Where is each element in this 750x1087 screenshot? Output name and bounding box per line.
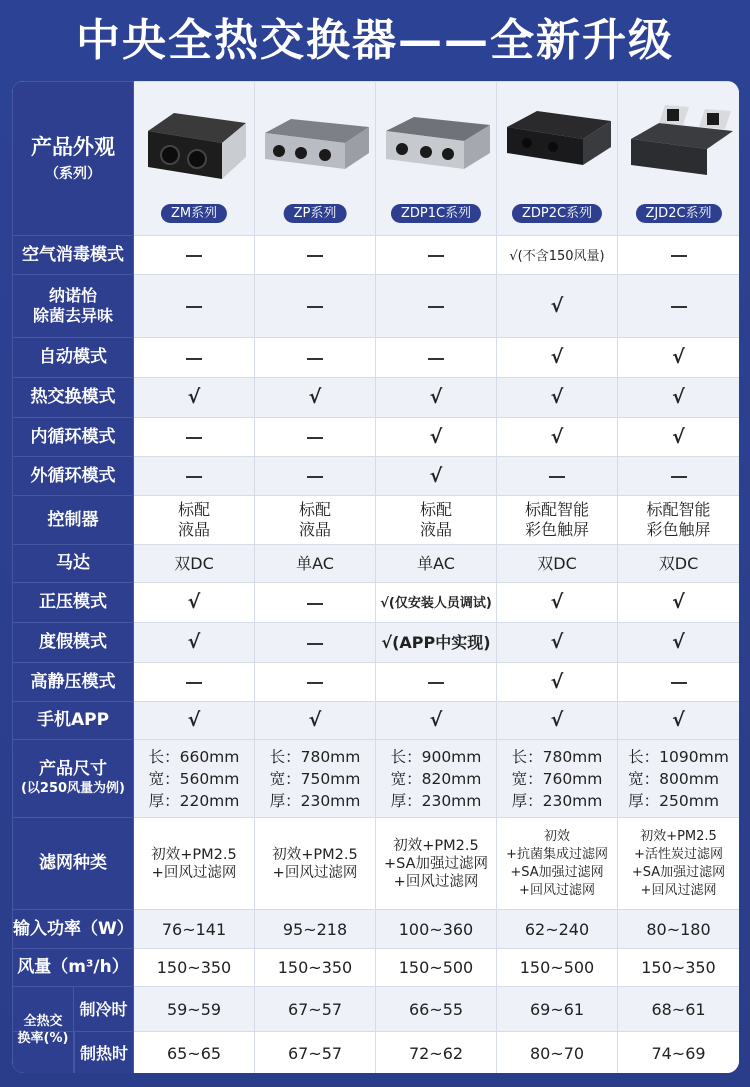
filter-line: +回风过滤网	[393, 873, 479, 890]
dash-mark	[671, 682, 687, 684]
dash-mark	[186, 358, 202, 360]
value-cell	[134, 702, 255, 740]
row-label: 风量（m³/h）	[17, 957, 129, 977]
cell-value: 72~62	[408, 1043, 464, 1063]
dash-mark	[428, 306, 444, 308]
value-cell	[618, 987, 740, 1032]
efficiency-row-heating	[13, 1032, 740, 1074]
value-cell	[255, 418, 376, 457]
spec-row	[13, 338, 740, 378]
power-row	[13, 910, 740, 949]
dash-mark	[307, 437, 323, 439]
page-title: 中央全热交换器——全新升级	[76, 15, 674, 66]
size-cell	[255, 740, 376, 818]
check-mark: √	[672, 709, 685, 731]
efficiency-label-line: 全热交	[23, 1014, 63, 1029]
value-cell	[618, 275, 740, 338]
row-label: 马达	[56, 553, 90, 573]
value-cell	[618, 583, 740, 623]
check-mark: √	[672, 386, 685, 408]
value-cell	[134, 545, 255, 583]
series-pill: ZJD2C系列	[635, 204, 721, 223]
spec-row	[13, 496, 740, 545]
dimension-line: 宽：750mm	[269, 769, 361, 788]
value-cell	[497, 457, 618, 496]
value-cell	[134, 457, 255, 496]
cell-line: 液晶	[298, 520, 331, 539]
value-cell	[255, 378, 376, 418]
dimension-line: 长：660mm	[148, 747, 240, 766]
row-label: 度假模式	[39, 632, 107, 652]
value-cell	[497, 236, 618, 275]
efficiency-mode-label: 制冷时	[73, 987, 133, 1031]
dimension-line: 长：780mm	[269, 747, 361, 766]
dash-mark	[428, 358, 444, 360]
check-mark: √	[550, 425, 564, 448]
cell-value: 59~59	[166, 999, 222, 1019]
dash-mark	[549, 476, 565, 478]
dash-mark	[428, 255, 444, 257]
check-mark: √	[429, 425, 443, 448]
cell-line: 标配	[298, 500, 331, 519]
efficiency-mode-label: 制热时	[74, 1032, 133, 1073]
row-label-cell	[13, 623, 134, 663]
value-cell	[618, 545, 740, 583]
value-cell	[497, 418, 618, 457]
value-cell	[255, 275, 376, 338]
value-cell	[376, 275, 497, 338]
row-label-cell	[13, 496, 134, 545]
row-label-cell	[13, 378, 134, 418]
filter-line: +SA加强过滤网	[510, 864, 604, 880]
value-cell	[134, 623, 255, 663]
row-label: 热交换模式	[30, 387, 116, 407]
spec-row	[13, 236, 740, 275]
filter-line: 初效+PM2.5	[272, 846, 358, 863]
product-image-zm	[134, 83, 254, 203]
airflow-row	[13, 949, 740, 987]
value-cell	[255, 987, 376, 1032]
filter-row	[13, 818, 740, 910]
check-mark: √	[308, 386, 322, 408]
row-label-cell	[13, 457, 134, 496]
row-label: 自动模式	[39, 347, 107, 367]
dash-mark	[671, 476, 687, 478]
filter-line: +活性炭过滤网	[634, 846, 723, 862]
product-zp	[255, 82, 376, 236]
filter-cell	[134, 818, 255, 910]
efficiency-group-label	[13, 1008, 73, 1052]
cell-value: 69~61	[529, 999, 585, 1019]
spec-row	[13, 418, 740, 457]
cell-value: 65~65	[166, 1043, 222, 1063]
check-mark: √	[550, 631, 564, 653]
row-label-cell	[13, 545, 134, 583]
dash-mark	[307, 643, 323, 645]
cell-value: 100~360	[398, 919, 474, 939]
dash-mark	[307, 358, 323, 360]
dash-mark	[307, 476, 323, 478]
size-cell	[376, 740, 497, 818]
cell-value: 150~350	[277, 958, 353, 977]
dimension-list	[270, 746, 361, 812]
value-cell	[376, 987, 497, 1032]
value-cell	[497, 910, 618, 949]
series-pill: ZM系列	[161, 204, 227, 223]
cell-value: 150~350	[156, 958, 232, 977]
value-cell	[376, 378, 497, 418]
dash-mark	[186, 255, 202, 257]
cell-value: 68~61	[651, 999, 706, 1019]
dash-mark	[186, 476, 202, 478]
cell-value: 单AC	[417, 554, 455, 573]
cell-value: 双DC	[658, 554, 699, 573]
value-cell	[376, 949, 497, 987]
dimension-line: 宽：760mm	[511, 769, 603, 788]
series-pill: ZDP1C系列	[391, 204, 481, 223]
value-cell	[376, 496, 497, 545]
cell-value: 67~57	[287, 1043, 343, 1063]
value-cell	[376, 623, 497, 663]
filter-line: +SA加强过滤网	[383, 855, 489, 872]
value-cell	[376, 910, 497, 949]
cell-line: 液晶	[419, 520, 452, 539]
check-mark: √	[187, 386, 201, 408]
check-mark: √	[429, 386, 443, 408]
value-cell	[618, 338, 740, 378]
dash-mark	[307, 682, 323, 684]
value-cell	[255, 496, 376, 545]
filter-line: 初效+PM2.5	[151, 846, 237, 863]
value-cell	[376, 236, 497, 275]
product-zm	[134, 82, 255, 236]
value-cell	[376, 663, 497, 702]
row-label: 纳诺怡	[48, 286, 97, 305]
dash-mark	[428, 682, 444, 684]
value-cell	[134, 910, 255, 949]
dimension-line: 宽：560mm	[148, 769, 240, 788]
value-cell	[497, 702, 618, 740]
row-label-cell	[13, 987, 134, 1046]
value-cell	[255, 1032, 376, 1074]
check-mark: √	[550, 591, 564, 613]
dimension-list	[391, 746, 482, 812]
cell-line: 彩色触屏	[524, 520, 589, 539]
value-cell	[134, 418, 255, 457]
check-mark: √	[672, 425, 685, 448]
cell-value: 66~55	[408, 999, 464, 1019]
dash-mark	[186, 306, 202, 308]
filter-line: +SA加强过滤网	[631, 864, 726, 880]
row-label-cell	[13, 338, 134, 378]
dimension-list	[628, 746, 729, 812]
row-label-cell	[13, 702, 134, 740]
dimension-list	[149, 746, 240, 812]
check-mark: √	[550, 346, 564, 368]
value-cell	[255, 236, 376, 275]
value-cell	[497, 496, 618, 545]
spec-row	[13, 623, 740, 663]
efficiency-label-line: 换率(%)	[17, 1031, 69, 1046]
value-cell	[497, 949, 618, 987]
filter-line: +回风过滤网	[151, 864, 237, 881]
row-label-cell	[13, 949, 134, 987]
spec-row	[13, 545, 740, 583]
cell-line: 标配	[419, 500, 452, 519]
value-cell	[134, 1032, 255, 1074]
row-sublabel: (以250风量为例)	[20, 780, 126, 796]
dash-mark	[307, 603, 323, 605]
check-mark: √	[672, 346, 685, 368]
check-mark: √	[672, 631, 685, 653]
appearance-label: 产品外观	[31, 134, 115, 159]
dimension-line: 长：900mm	[390, 747, 482, 766]
value-cell	[497, 987, 618, 1032]
cell-line: 液晶	[177, 520, 210, 539]
product-zdp1c	[376, 82, 497, 236]
cell-value: 74~69	[651, 1043, 706, 1063]
value-cell	[134, 583, 255, 623]
dimension-line: 厚：230mm	[269, 791, 361, 810]
spec-row	[13, 583, 740, 623]
check-note: √(仅安装人员调试)	[380, 596, 492, 611]
row-label-cell	[13, 275, 134, 338]
value-cell	[376, 418, 497, 457]
value-cell	[618, 236, 740, 275]
value-cell	[376, 583, 497, 623]
value-cell	[497, 1032, 618, 1074]
dash-mark	[186, 682, 202, 684]
row-label: 空气消毒模式	[22, 244, 124, 265]
value-cell	[497, 378, 618, 418]
cell-value: 62~240	[524, 919, 590, 939]
value-cell	[376, 545, 497, 583]
value-cell	[376, 338, 497, 378]
cell-value: 80~70	[529, 1043, 585, 1063]
cell-line: 彩色触屏	[646, 520, 711, 539]
value-cell	[618, 496, 740, 545]
cell-line: 标配智能	[524, 500, 589, 519]
row-label: 滤网种类	[39, 853, 107, 873]
filter-line: 初效	[543, 828, 570, 844]
value-cell	[497, 545, 618, 583]
dash-mark	[307, 306, 323, 308]
value-cell	[255, 338, 376, 378]
row-label-cell	[13, 910, 134, 949]
row-label: 控制器	[47, 509, 99, 530]
row-label: 内循环模式	[30, 426, 116, 447]
dimension-line: 厚：230mm	[511, 791, 603, 810]
dash-mark	[671, 255, 687, 257]
dimension-line: 厚：220mm	[148, 791, 240, 810]
dimension-line: 长：780mm	[511, 747, 603, 766]
check-mark: √	[550, 386, 564, 408]
spec-row	[13, 378, 740, 418]
value-cell	[376, 457, 497, 496]
row-label: 正压模式	[39, 592, 107, 612]
value-cell	[618, 663, 740, 702]
cell-value: 双DC	[537, 554, 577, 573]
cell-value: 67~57	[287, 999, 343, 1019]
check-mark: √	[187, 709, 201, 731]
cell-value: 150~350	[641, 958, 716, 977]
series-pill: ZDP2C系列	[512, 204, 602, 223]
row-label: 输入功率（W）	[13, 918, 134, 939]
value-cell	[134, 378, 255, 418]
value-cell	[497, 663, 618, 702]
value-cell	[618, 910, 740, 949]
size-cell	[497, 740, 618, 818]
value-cell	[255, 545, 376, 583]
value-cell	[376, 702, 497, 740]
check-mark: √	[308, 709, 322, 731]
row-label-cell	[13, 583, 134, 623]
filter-cell	[255, 818, 376, 910]
value-cell	[134, 496, 255, 545]
check-mark: √	[429, 709, 443, 731]
dimension-line: 宽：820mm	[390, 769, 482, 788]
spec-row	[13, 275, 740, 338]
dimension-line: 厚：250mm	[628, 791, 719, 810]
filter-line: +回风过滤网	[519, 882, 595, 898]
check-mark: √	[672, 591, 685, 613]
filter-line: +抗菌集成过滤网	[506, 846, 608, 862]
row-label: 高静压模式	[30, 671, 116, 692]
value-cell	[255, 623, 376, 663]
value-cell	[255, 949, 376, 987]
size-cell	[134, 740, 255, 818]
value-cell	[255, 910, 376, 949]
value-cell	[497, 338, 618, 378]
filter-cell	[376, 818, 497, 910]
dimension-list	[512, 746, 603, 812]
value-cell	[134, 663, 255, 702]
value-cell	[255, 663, 376, 702]
value-cell	[618, 378, 740, 418]
value-cell	[618, 1032, 740, 1074]
series-label: （系列）	[45, 165, 101, 182]
efficiency-row-cooling	[13, 987, 740, 1032]
spec-row	[13, 457, 740, 496]
dash-mark	[307, 255, 323, 257]
dimension-line: 宽：800mm	[628, 769, 719, 788]
row-label: 手机APP	[36, 710, 110, 730]
cell-value: 76~141	[161, 919, 227, 939]
cell-value: 80~180	[646, 919, 711, 939]
spec-table	[12, 81, 739, 1073]
spec-row	[13, 702, 740, 740]
value-cell	[255, 457, 376, 496]
product-zjd2c	[618, 82, 740, 236]
filter-line: 初效+PM2.5	[640, 828, 717, 844]
cell-value: 双DC	[174, 554, 214, 573]
value-cell	[134, 236, 255, 275]
cell-value: 150~500	[398, 958, 474, 977]
filter-cell	[497, 818, 618, 910]
check-mark: √	[187, 591, 201, 613]
row-label-cell	[13, 236, 134, 275]
check-note: √(不含150风量)	[509, 248, 605, 264]
dimension-line: 长：1090mm	[628, 747, 729, 766]
value-cell	[618, 457, 740, 496]
cell-value: 150~500	[519, 958, 595, 977]
value-cell	[497, 275, 618, 338]
check-mark: √	[187, 631, 201, 653]
value-cell	[134, 338, 255, 378]
row-label: 产品尺寸	[39, 758, 107, 779]
value-cell	[497, 623, 618, 663]
check-mark: √	[550, 709, 564, 731]
product-image-zdp2c	[497, 83, 617, 203]
cell-line: 标配智能	[646, 500, 711, 519]
value-cell	[618, 418, 740, 457]
spec-row	[13, 663, 740, 702]
cell-value: 95~218	[282, 919, 348, 939]
product-header-row	[13, 82, 740, 236]
dimension-line: 厚：230mm	[390, 791, 482, 810]
appearance-label-cell	[13, 82, 134, 236]
value-cell	[618, 949, 740, 987]
check-mark: √	[550, 670, 564, 693]
row-label-cell	[13, 663, 134, 702]
size-cell	[618, 740, 740, 818]
value-cell	[618, 702, 740, 740]
series-pill: ZP系列	[284, 204, 347, 223]
product-zdp2c	[497, 82, 618, 236]
value-cell	[255, 702, 376, 740]
value-cell	[497, 583, 618, 623]
check-note: √(APP中实现)	[381, 633, 491, 652]
value-cell	[376, 1032, 497, 1074]
row-label-cell	[13, 818, 134, 910]
product-image-zp	[255, 83, 375, 203]
product-image-zjd2c	[619, 83, 739, 203]
row-label: 除菌去异味	[32, 306, 113, 325]
product-image-zdp1c	[376, 83, 496, 203]
size-row	[13, 740, 740, 818]
value-cell	[618, 623, 740, 663]
filter-line: +回风过滤网	[640, 882, 717, 898]
row-label-cell	[13, 740, 134, 818]
check-mark: √	[429, 464, 443, 487]
row-label: 外循环模式	[30, 465, 116, 486]
value-cell	[134, 949, 255, 987]
filter-line: 初效+PM2.5	[393, 837, 479, 854]
value-cell	[134, 275, 255, 338]
value-cell	[134, 987, 255, 1032]
comparison-sheet	[12, 81, 739, 1073]
filter-cell	[618, 818, 740, 910]
dash-mark	[671, 306, 687, 308]
cell-line: 标配	[177, 500, 210, 519]
value-cell	[255, 583, 376, 623]
check-mark: √	[550, 294, 564, 317]
dash-mark	[186, 437, 202, 439]
cell-value: 单AC	[296, 554, 334, 573]
filter-line: +回风过滤网	[272, 864, 358, 881]
row-label-cell	[13, 418, 134, 457]
